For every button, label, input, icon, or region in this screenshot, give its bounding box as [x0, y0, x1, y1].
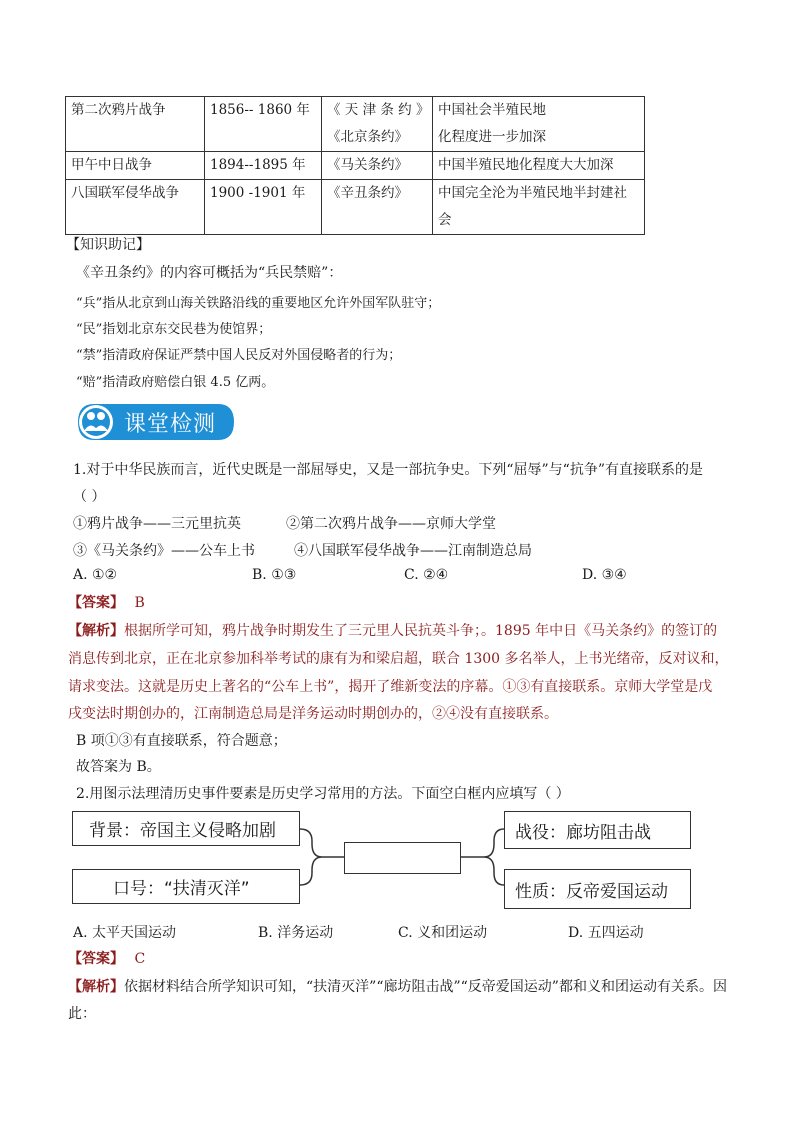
answer-value: C	[134, 951, 146, 967]
q2-option-c: C. 义和团运动	[398, 925, 488, 941]
q2-stem: 2.用图示法理清历史事件要素是历史学习常用的方法。下面空白框内应填写（ ）	[76, 786, 570, 802]
diagram-slogan-box	[72, 869, 300, 904]
people-icon	[76, 402, 116, 442]
q1-option-b: B. ①③	[252, 567, 297, 583]
banner-title: 课堂检测	[124, 412, 217, 437]
diagram-battle-box	[504, 811, 691, 849]
diagram-nature-text: 性质：反帝爱国运动	[515, 881, 668, 902]
table-cell: 1856-- 1860 年	[205, 97, 322, 152]
memo-line: “兵”指从北京到山海关铁路沿线的重要地区允许外国军队驻守；	[76, 296, 441, 311]
treaty-name: 《 天 津 条 约 》	[327, 102, 430, 118]
wars-treaties-table	[65, 96, 645, 235]
q1-item: ①鸦片战争——三元里抗英	[73, 516, 241, 532]
analysis-text: 根据所学可知，鸦片战争时期发生了三元里人民抗英斗争；。1895 年中日《马关条约》的签订的	[124, 623, 718, 639]
answer-label: 【答案】	[68, 951, 124, 967]
table-cell: 《辛丑条约》	[322, 180, 433, 235]
q1-analysis-line	[68, 620, 717, 640]
q1-item: ②第二次鸦片战争——京师大学堂	[286, 516, 496, 532]
diagram-background-box	[72, 811, 300, 846]
q1-conclusion: 故答案为 B。	[76, 759, 161, 775]
q1-answer	[68, 592, 145, 612]
q1-item: ③《马关条约》——公车上书	[73, 543, 255, 559]
diagram-slogan-text: 口号：“扶清灭洋”	[113, 879, 250, 899]
q1-item: ④八国联军侵华战争——江南制造总局	[294, 543, 532, 559]
answer-label: 【答案】	[68, 595, 124, 611]
table-cell: 中国半殖民地化程度大大加深	[433, 152, 645, 180]
memo-line: “民”指划北京东交民巷为使馆界；	[76, 322, 272, 337]
table-row	[66, 152, 645, 180]
q1-conclusion: B 项①③有直接联系，符合题意；	[76, 733, 287, 749]
analysis-label: 【解析】	[68, 623, 124, 639]
q2-option-b: B. 洋务运动	[258, 925, 334, 941]
diagram-blank-box	[344, 842, 461, 874]
effect-text: 中国完全沦为半殖民地半封建社	[438, 185, 627, 201]
effect-text: 会	[438, 212, 452, 228]
diagram-background-text: 背景：帝国主义侵略加剧	[89, 821, 276, 841]
table-cell: 第二次鸦片战争	[66, 97, 205, 152]
table-row	[66, 180, 645, 235]
memo-line: “赔”指清政府赔偿白银 4.5 亿两。	[76, 375, 275, 390]
q1-analysis-line: 消息传到北京，正在北京参加科举考试的康有为和梁启超，联合 1300 多名举人，上书光绪帝，反对议和，	[68, 651, 729, 667]
q2-answer	[68, 948, 145, 968]
q1-option-a: A. ①②	[73, 567, 118, 583]
treaty-name: 《北京条约》	[327, 129, 408, 145]
q2-option-a: A. 太平天国运动	[73, 925, 177, 941]
q2-analysis-line: 此：	[68, 1006, 96, 1022]
q1-analysis-line: 请求变法。这就是历史上著名的“公车上书”，揭开了维新变法的序幕。①③有直接联系。京师大学堂是戊	[68, 679, 713, 695]
table-cell: 1894--1895 年	[205, 152, 322, 180]
memo-line: “禁”指清政府保证严禁中国人民反对外国侵略者的行为；	[76, 348, 402, 363]
table-row	[66, 97, 645, 152]
effect-text: 化程度进一步加深	[438, 129, 546, 145]
effect-text: 中国社会半殖民地	[438, 102, 546, 118]
table-cell	[322, 97, 433, 152]
q2-option-d: D. 五四运动	[568, 925, 644, 941]
section-banner	[76, 402, 236, 442]
answer-value: B	[134, 595, 145, 611]
q1-stem: 1.对于中华民族而言，近代史既是一部屈辱史，又是一部抗争史。下列“屈辱”与“抗争”有直接联系的是	[73, 462, 703, 478]
table-cell: 1900 -1901 年	[205, 180, 322, 235]
diagram-nature-box	[504, 869, 691, 909]
analysis-label: 【解析】	[68, 979, 124, 995]
table-cell: 八国联军侵华战争	[66, 180, 205, 235]
table-cell: 甲午中日战争	[66, 152, 205, 180]
memo-intro: 《辛丑条约》的内容可概括为“兵民禁赔”：	[76, 265, 343, 281]
diagram-battle-text: 战役：廊坊阻击战	[515, 822, 651, 843]
q1-paren: （ ）	[73, 489, 106, 505]
table-cell	[433, 97, 645, 152]
q1-option-c: C. ②④	[404, 567, 449, 583]
q1-analysis-line: 戌变法时期创办的，江南制造总局是洋务运动时期创办的，②④没有直接联系。	[68, 706, 558, 722]
table-cell: 《马关条约》	[322, 152, 433, 180]
analysis-text: 依据材料结合所学知识可知，“扶清灭洋”“廊坊阻击战”“反帝爱国运动”都和义和团运动有关系。因	[124, 979, 727, 995]
q1-option-d: D. ③④	[582, 567, 627, 583]
q2-analysis-line	[68, 976, 727, 996]
table-cell	[433, 180, 645, 235]
memo-heading: 【知识助记】	[66, 237, 150, 253]
